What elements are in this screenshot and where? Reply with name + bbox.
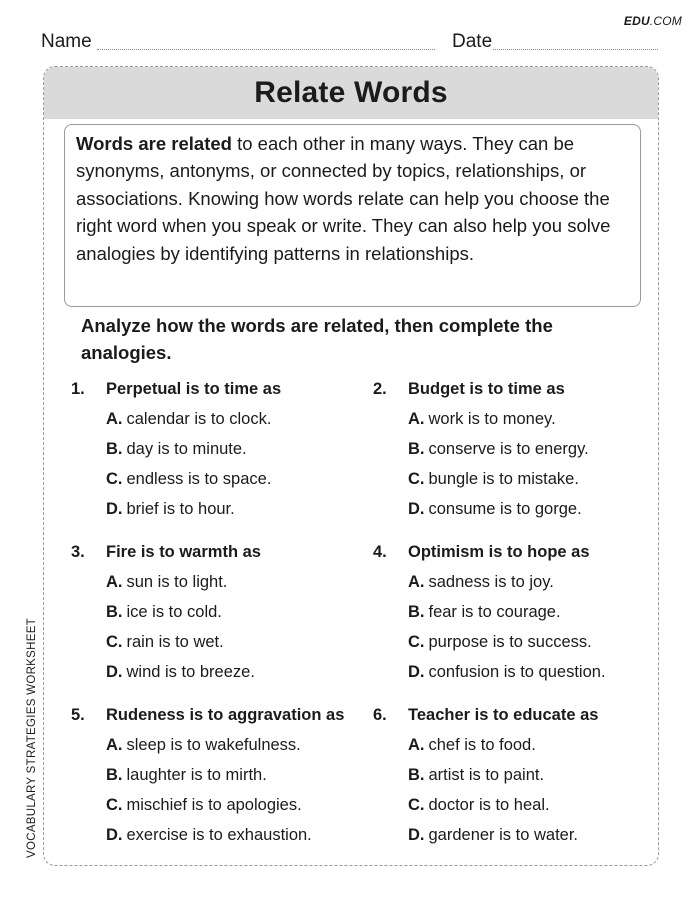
question-prompt: Optimism is to hope as — [408, 543, 590, 561]
option-text: confusion is to question. — [428, 663, 606, 681]
option-text: doctor is to heal. — [428, 796, 550, 814]
option-letter: B. — [106, 766, 123, 784]
option-letter: A. — [408, 410, 425, 428]
option-a[interactable] — [71, 730, 361, 760]
option-text: work is to money. — [428, 410, 556, 428]
option-letter: C. — [408, 470, 425, 488]
title-band — [44, 67, 658, 119]
option-text: endless is to space. — [126, 470, 272, 488]
option-a[interactable] — [71, 567, 361, 597]
option-text: exercise is to exhaustion. — [126, 826, 312, 844]
question-6 — [373, 700, 659, 850]
option-d[interactable] — [373, 494, 659, 524]
option-d[interactable] — [373, 820, 659, 850]
page-title: Relate Words — [254, 76, 448, 109]
question-3 — [71, 537, 361, 687]
option-letter: D. — [106, 500, 123, 518]
option-text: mischief is to apologies. — [126, 796, 302, 814]
question-number: 2. — [373, 380, 387, 398]
instruction: Analyze how the words are related, then complete the analogies. — [81, 315, 553, 363]
question-prompt: Budget is to time as — [408, 380, 565, 398]
option-d[interactable] — [71, 657, 361, 687]
question-4 — [373, 537, 659, 687]
option-a[interactable] — [71, 404, 361, 434]
option-b[interactable] — [71, 597, 361, 627]
option-c[interactable] — [373, 627, 659, 657]
question-number: 4. — [373, 543, 387, 561]
worksheet-frame — [43, 66, 659, 866]
option-letter: A. — [408, 736, 425, 754]
option-letter: A. — [106, 573, 123, 591]
question-number: 3. — [71, 543, 85, 561]
option-text: brief is to hour. — [126, 500, 235, 518]
option-letter: B. — [106, 603, 123, 621]
option-letter: D. — [106, 826, 123, 844]
option-a[interactable] — [373, 404, 659, 434]
option-text: purpose is to success. — [428, 633, 592, 651]
option-letter: C. — [106, 796, 123, 814]
option-d[interactable] — [373, 657, 659, 687]
logo-dotcom: .COM — [649, 14, 682, 28]
intro-text: to each other in many ways. They can be synonyms, antonyms, or connected by topics, relationships, or associations. Knowing how words relate can help you choose the right word when you speak or write. They can also help you solve analogies by identifying patterns in relationships. — [76, 133, 611, 264]
question-number: 1. — [71, 380, 85, 398]
option-text: conserve is to energy. — [428, 440, 589, 458]
option-b[interactable] — [373, 760, 659, 790]
date-field[interactable] — [493, 49, 658, 50]
option-c[interactable] — [71, 627, 361, 657]
question-1 — [71, 374, 361, 524]
intro-bold: Words are related — [76, 133, 232, 154]
option-text: ice is to cold. — [126, 603, 222, 621]
option-text: calendar is to clock. — [126, 410, 272, 428]
option-letter: C. — [106, 470, 123, 488]
option-letter: D. — [106, 663, 123, 681]
option-text: consume is to gorge. — [428, 500, 582, 518]
name-field[interactable] — [97, 49, 435, 50]
question-number: 5. — [71, 706, 85, 724]
option-text: fear is to courage. — [428, 603, 561, 621]
option-text: laughter is to mirth. — [126, 766, 267, 784]
option-text: sun is to light. — [126, 573, 228, 591]
option-b[interactable] — [71, 760, 361, 790]
question-prompt: Teacher is to educate as — [408, 706, 599, 724]
option-letter: D. — [408, 826, 425, 844]
question-prompt: Fire is to warmth as — [106, 543, 261, 561]
option-letter: B. — [408, 603, 425, 621]
option-letter: A. — [106, 410, 123, 428]
option-letter: D. — [408, 500, 425, 518]
option-text: artist is to paint. — [428, 766, 545, 784]
option-b[interactable] — [373, 597, 659, 627]
option-text: gardener is to water. — [428, 826, 578, 844]
option-a[interactable] — [373, 730, 659, 760]
question-2 — [373, 374, 659, 524]
option-b[interactable] — [71, 434, 361, 464]
option-c[interactable] — [373, 790, 659, 820]
option-text: rain is to wet. — [126, 633, 224, 651]
option-text: day is to minute. — [126, 440, 247, 458]
option-b[interactable] — [373, 434, 659, 464]
edu-logo — [624, 14, 682, 28]
option-c[interactable] — [71, 790, 361, 820]
option-c[interactable] — [71, 464, 361, 494]
question-prompt: Rudeness is to aggravation as — [106, 706, 345, 724]
option-text: sadness is to joy. — [428, 573, 554, 591]
name-date-row — [41, 31, 658, 53]
date-label: Date — [452, 31, 493, 52]
option-text: sleep is to wakefulness. — [126, 736, 301, 754]
option-text: bungle is to mistake. — [428, 470, 579, 488]
logo-edu: EDU — [623, 14, 650, 28]
option-letter: C. — [408, 633, 425, 651]
option-letter: B. — [408, 766, 425, 784]
option-d[interactable] — [71, 494, 361, 524]
option-letter: A. — [408, 573, 425, 591]
option-a[interactable] — [373, 567, 659, 597]
question-prompt: Perpetual is to time as — [106, 380, 282, 398]
option-letter: C. — [106, 633, 123, 651]
option-d[interactable] — [71, 820, 361, 850]
side-label: VOCABULARY STRATEGIES WORKSHEET — [26, 618, 38, 858]
name-label: Name — [41, 31, 92, 52]
question-number: 6. — [373, 706, 387, 724]
option-letter: B. — [408, 440, 425, 458]
option-letter: A. — [106, 736, 123, 754]
option-text: wind is to breeze. — [126, 663, 255, 681]
option-letter: C. — [408, 796, 425, 814]
question-5 — [71, 700, 361, 850]
option-text: chef is to food. — [428, 736, 536, 754]
intro-box — [64, 124, 641, 307]
option-c[interactable] — [373, 464, 659, 494]
option-letter: B. — [106, 440, 123, 458]
option-letter: D. — [408, 663, 425, 681]
